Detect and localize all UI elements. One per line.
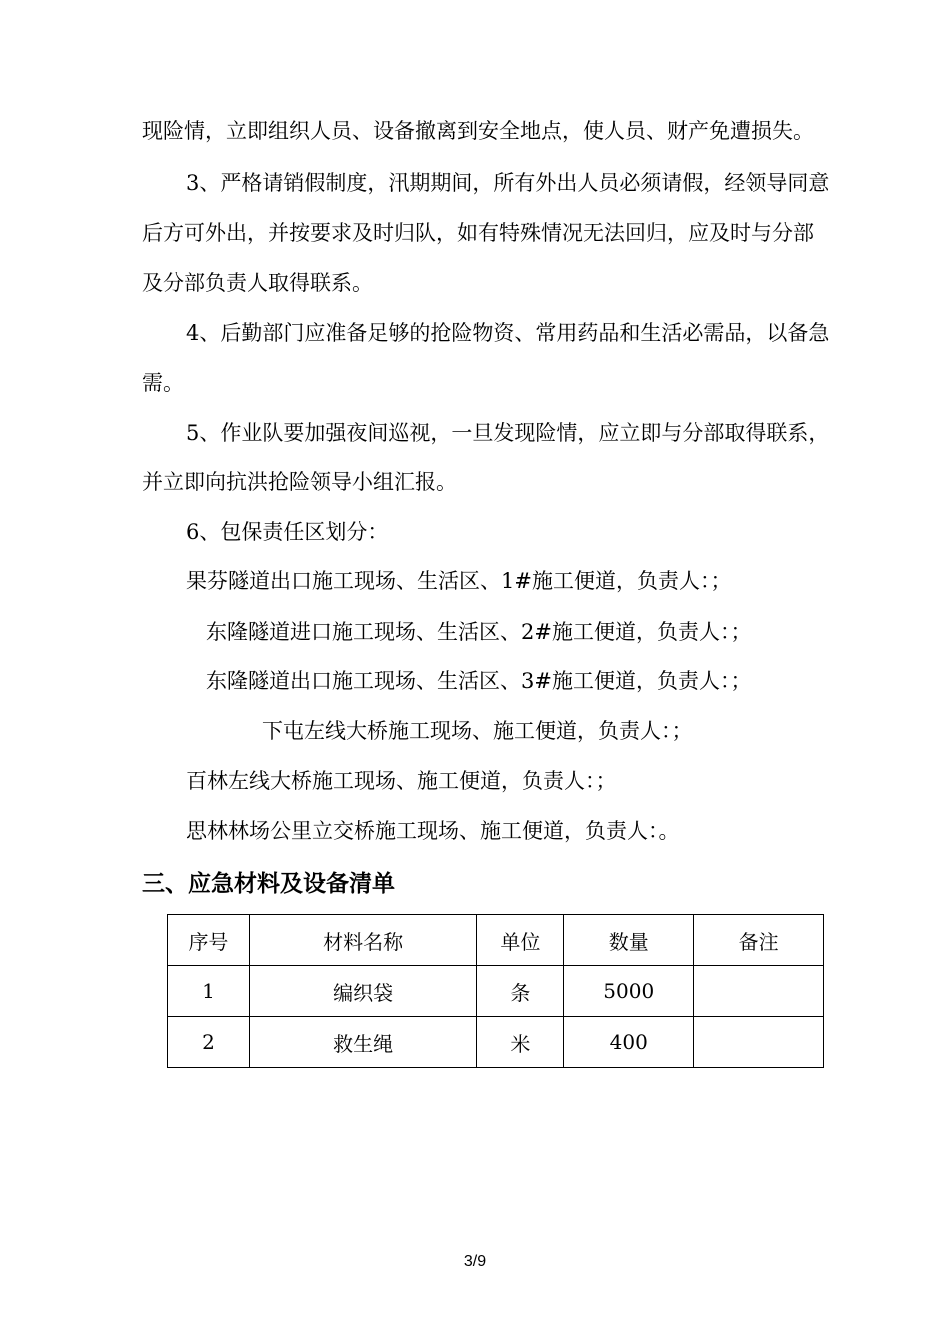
- header-cell: 单位: [477, 915, 564, 966]
- table-cell: 米: [477, 1017, 564, 1068]
- header-cell: 序号: [168, 915, 250, 966]
- table-cell: [694, 966, 824, 1017]
- zone-line: 东隆隧道进口施工现场、生活区、2#施工便道，负责人：；: [206, 620, 752, 644]
- zone-line: 百林左线大桥施工现场、施工便道，负责人：；: [186, 769, 617, 793]
- table-cell: 条: [477, 966, 564, 1017]
- item-4-line-1: 4、后勤部门应准备足够的抢险物资、常用药品和生活必需品，以备急: [186, 321, 830, 345]
- zone-line: 果芬隧道出口施工现场、生活区、1#施工便道，负责人：；: [186, 569, 732, 593]
- table-cell: 1: [168, 966, 250, 1017]
- table-cell: 编织袋: [249, 966, 477, 1017]
- item-4-line-2: 需。: [142, 371, 184, 395]
- table-cell: 5000: [564, 966, 694, 1017]
- zone-line: 下屯左线大桥施工现场、施工便道，负责人：；: [262, 719, 693, 743]
- header-cell: 材料名称: [249, 915, 477, 966]
- header-cell: 数量: [564, 915, 694, 966]
- zone-line: 思林林场公里立交桥施工现场、施工便道，负责人：。: [186, 819, 680, 843]
- item-3-line-3: 及分部负责人取得联系。: [142, 271, 373, 295]
- table-cell: 2: [168, 1017, 250, 1068]
- body-line: 现险情，立即组织人员、设备撤离到安全地点，使人员、财产免遭损失。: [142, 119, 814, 143]
- table-row: [168, 966, 824, 1017]
- section-title: 三、应急材料及设备清单: [142, 871, 395, 897]
- table-header-row: [168, 915, 824, 966]
- item-6-title: 6、包保责任区划分：: [186, 520, 389, 544]
- table-cell: 救生绳: [249, 1017, 477, 1068]
- materials-table: [167, 914, 824, 1068]
- item-3-line-2: 后方可外出，并按要求及时归队，如有特殊情况无法回归，应及时与分部: [142, 221, 814, 245]
- item-5-line-2: 并立即向抗洪抢险领导小组汇报。: [142, 470, 457, 494]
- item-5-line-1: 5、作业队要加强夜间巡视，一旦发现险情，应立即与分部取得联系，: [186, 421, 830, 445]
- table-cell: [694, 1017, 824, 1068]
- table-cell: 400: [564, 1017, 694, 1068]
- item-3-line-1: 3、严格请销假制度，汛期期间，所有外出人员必须请假，经领导同意: [186, 171, 830, 195]
- header-cell: 备注: [694, 915, 824, 966]
- page-number: 3/9: [463, 1253, 487, 1270]
- zone-line: 东隆隧道出口施工现场、生活区、3#施工便道，负责人：；: [206, 669, 752, 693]
- table-row: [168, 1017, 824, 1068]
